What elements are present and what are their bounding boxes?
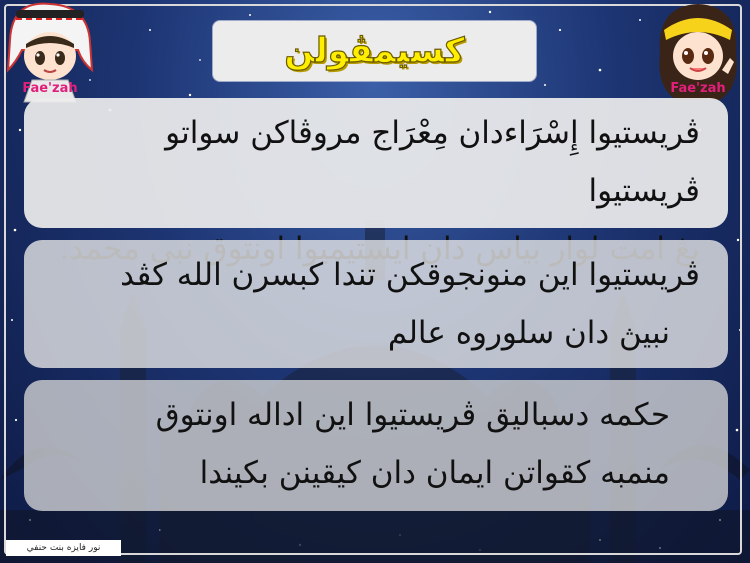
avatar-right-label: Fae'zah: [670, 81, 726, 96]
girl-cartoon-avatar-icon: [650, 0, 745, 105]
author-caption: نور فايزه بنت حنفي: [6, 540, 121, 556]
title-box: [212, 20, 537, 82]
panel-2-line-1: ڤريستيوا اين منونجوقكن تندا كبسرن الله كڤد: [120, 257, 700, 293]
text-panel-3: [24, 380, 728, 511]
panel-1-line-1: ڤريستيوا إِسْرَاءدان مِعْرَاج مروڤاكن سواتو ڤريستيوا: [165, 115, 700, 209]
text-panel-2: [24, 240, 728, 368]
panel-2-line-2: نبيڽ دان سلوروه عالم: [387, 315, 670, 351]
panel-3-line-2: منمبه كقواتن ايمان دان كيقينن بكيندا: [199, 455, 670, 491]
slide-title: كسيمڤولن: [284, 31, 465, 71]
panel-3-line-1: حكمه دسباليق ڤريستيوا اين اداله اونتوق: [155, 397, 670, 433]
boy-cartoon-avatar-icon: [2, 0, 97, 105]
avatar-left-label: Fae'zah: [22, 81, 78, 96]
text-panel-1: [24, 98, 728, 228]
